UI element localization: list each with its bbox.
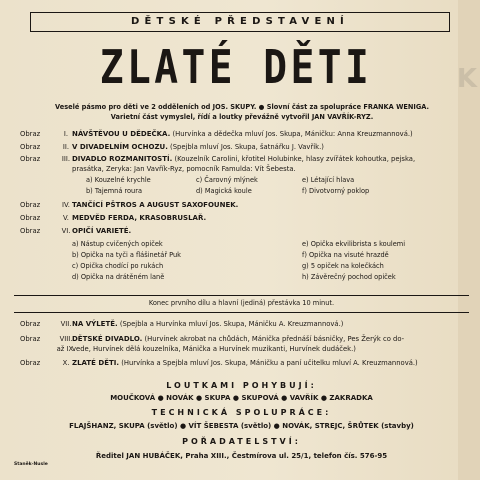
scene-label: Obraz xyxy=(20,359,41,367)
scene-row xyxy=(14,357,469,370)
scene-row xyxy=(14,141,469,154)
act-item: a) Nástup cvičených opiček xyxy=(72,240,163,248)
scene-text xyxy=(72,141,465,154)
scene-title: MEDVĚD FERDA, KRASOBRUSLAŘ. xyxy=(72,214,207,222)
act-item: d) Opička na drátěném laně xyxy=(72,273,165,281)
scene-iii-acts xyxy=(14,175,469,199)
scene-title: OPIČÍ VARIETÉ. xyxy=(72,227,132,235)
scene-number: II. xyxy=(62,143,70,151)
act-item: b) Opička na tyči a flášinetář Puk xyxy=(72,251,182,259)
printer-mark: Staněk-Nusle xyxy=(14,462,48,467)
scene-label: Obraz xyxy=(20,320,41,328)
scene-text xyxy=(72,357,465,370)
scene-title: NÁVŠTĚVOU U DĚDEČKA. xyxy=(72,130,171,138)
scene-title: V DIVADELNÍM OCHOZU. xyxy=(72,143,168,151)
scene-number: až IX. xyxy=(56,345,76,353)
act-item: e) Opička ekvilibrista s koulemi xyxy=(302,240,406,248)
scene-title: NA VÝLETĚ. xyxy=(72,320,118,328)
act-item: a) Kouzelné krychle xyxy=(86,176,151,184)
scene-row xyxy=(14,318,469,331)
scene-label: Obraz xyxy=(20,227,41,235)
scene-row xyxy=(14,128,469,141)
intro-line-2: Varietní část vymyslel, řídí a loutky převážně vytvořil JAN VAVŘÍK-RYZ. xyxy=(110,113,374,121)
program-part-2 xyxy=(14,318,469,370)
intro-text xyxy=(22,102,462,122)
scene-text xyxy=(72,199,465,212)
act-item: c) Čarovný mlýnek xyxy=(196,176,258,184)
scene-desc: (Kouzelník Carolini, křotitel Holubinke, hlasy zvířátek kohoutka, pejska, xyxy=(174,155,416,163)
scene-number: IV. xyxy=(62,201,70,209)
scene-title: TANČÍCÍ PŠTROS A AUGUST SAXOFOUNEK. xyxy=(72,201,239,209)
technical-list: FLAJŠHANZ, SKUPA (světlo) ● VÍT ŠEBESTA (světlo) ● NOVÁK, STREJC, ŠRŮTEK (stavby) xyxy=(69,422,414,430)
scene-row xyxy=(14,225,469,238)
scene-label: Obraz xyxy=(20,335,41,343)
intermission-note: Konec prvního dílu a hlavní (jediná) přestávka 10 minut. xyxy=(148,299,335,307)
scene-desc: (Hurvínka a Spejbla mluví Jos. Skupa, Máničku a paní učitelku mluví A. Kreuzmannová.) xyxy=(121,359,418,367)
scene-number: I. xyxy=(63,130,69,138)
scene-number: V. xyxy=(63,214,69,222)
scene-row xyxy=(14,199,469,212)
scene-title: ZLATÉ DĚTI. xyxy=(72,359,120,367)
scene-label: Obraz xyxy=(20,214,41,222)
scene-desc: (Hurvínka a dědečka mluví Jos. Skupa, Máničku: Anna Kreuzmannová.) xyxy=(172,130,413,138)
scene-desc: (Hurvínek akrobat na chůdách, Mánička přednáší básničky, Pes Žerýk co do- xyxy=(144,335,405,343)
technical-heading: TECHNICKÁ SPOLUPRÁCE: xyxy=(151,408,332,417)
scene-text xyxy=(72,154,465,164)
scene-desc: (Spejbla mluví Jos. Skupa, šatnářku J. Vavřík.) xyxy=(170,143,324,151)
scene-row xyxy=(14,212,469,225)
scene-text xyxy=(72,225,465,238)
act-item: h) Závěrečný pochod opiček xyxy=(302,273,396,281)
scene-desc: (Spejbla a Hurvínka mluví Jos. Skupa, Máničku A. Kreuzmannová.) xyxy=(119,320,344,328)
scene-label: Obraz xyxy=(20,143,41,151)
intro-line-1: Veselé pásmo pro děti ve 2 odděleních od JOS. SKUPY. ● Slovní část za spolupráce FRANKA WENIGA. xyxy=(55,103,429,111)
act-item: d) Magická koule xyxy=(196,187,252,195)
scene-row xyxy=(14,334,469,344)
scene-desc: vede, Hurvínek dělá kouzelníka, Mánička a Hurvínek muzikanti, Hurvínek dudáček.) xyxy=(72,345,356,353)
puppeteers-heading: LOUTKAMI POHYBUJÍ: xyxy=(166,381,317,390)
scene-text xyxy=(72,334,465,344)
scene-number: VII. xyxy=(60,320,72,328)
scene-text xyxy=(72,128,465,141)
scene-number: VIII. xyxy=(59,335,73,343)
scene-title: DIVADLO ROZMANITOSTÍ. xyxy=(72,155,173,163)
scene-text xyxy=(72,212,465,225)
act-item: f) Opička na visuté hrazdě xyxy=(302,251,389,259)
scene-text xyxy=(72,318,465,331)
scene-vi-acts xyxy=(14,238,469,284)
scene-row-continued xyxy=(14,344,469,354)
program-part-1 xyxy=(14,128,469,284)
scene-row xyxy=(14,154,469,164)
organizer-details: Ředitel JAN HUBÁČEK, Praha XIII., Čestmírova ul. 25/1, telefon čís. 576-95 xyxy=(95,452,388,460)
divider xyxy=(14,295,469,296)
header-banner: DĚTSKÉ PŘEDSTAVENÍ xyxy=(30,12,450,32)
poster-title: ZLATÉ DĚTI xyxy=(99,40,373,94)
scene-row-continued xyxy=(14,164,469,175)
puppeteers-list: MOUČKOVÁ ● NOVÁK ● SKUPA ● SKUPOVÁ ● VAVŘÍK ● ZAKRADKA xyxy=(110,394,373,402)
scene-label: Obraz xyxy=(20,155,41,163)
scene-number: VI. xyxy=(61,227,71,235)
act-item: e) Létající hlava xyxy=(302,176,355,184)
act-item: b) Tajemná roura xyxy=(86,187,142,195)
adjacent-poster-letter: K xyxy=(456,64,478,94)
scene-number: III. xyxy=(61,155,71,163)
scene-number: X. xyxy=(62,359,70,367)
act-item: f) Divotvorný poklop xyxy=(302,187,370,195)
divider xyxy=(14,312,469,313)
scene-label: Obraz xyxy=(20,201,41,209)
scene-label: Obraz xyxy=(20,130,41,138)
act-item: c) Opička chodící po rukách xyxy=(72,262,164,270)
organizer-heading: POŘADATELSTVÍ: xyxy=(182,437,301,446)
scene-title: DĚTSKÉ DIVADLO. xyxy=(72,335,143,343)
scene-desc: prasátka, Zeryka: Jan Vavřík-Ryz, pomocník Famulda: Vít Šebesta. xyxy=(72,165,296,173)
act-item: g) 5 opiček na kolečkách xyxy=(302,262,384,270)
